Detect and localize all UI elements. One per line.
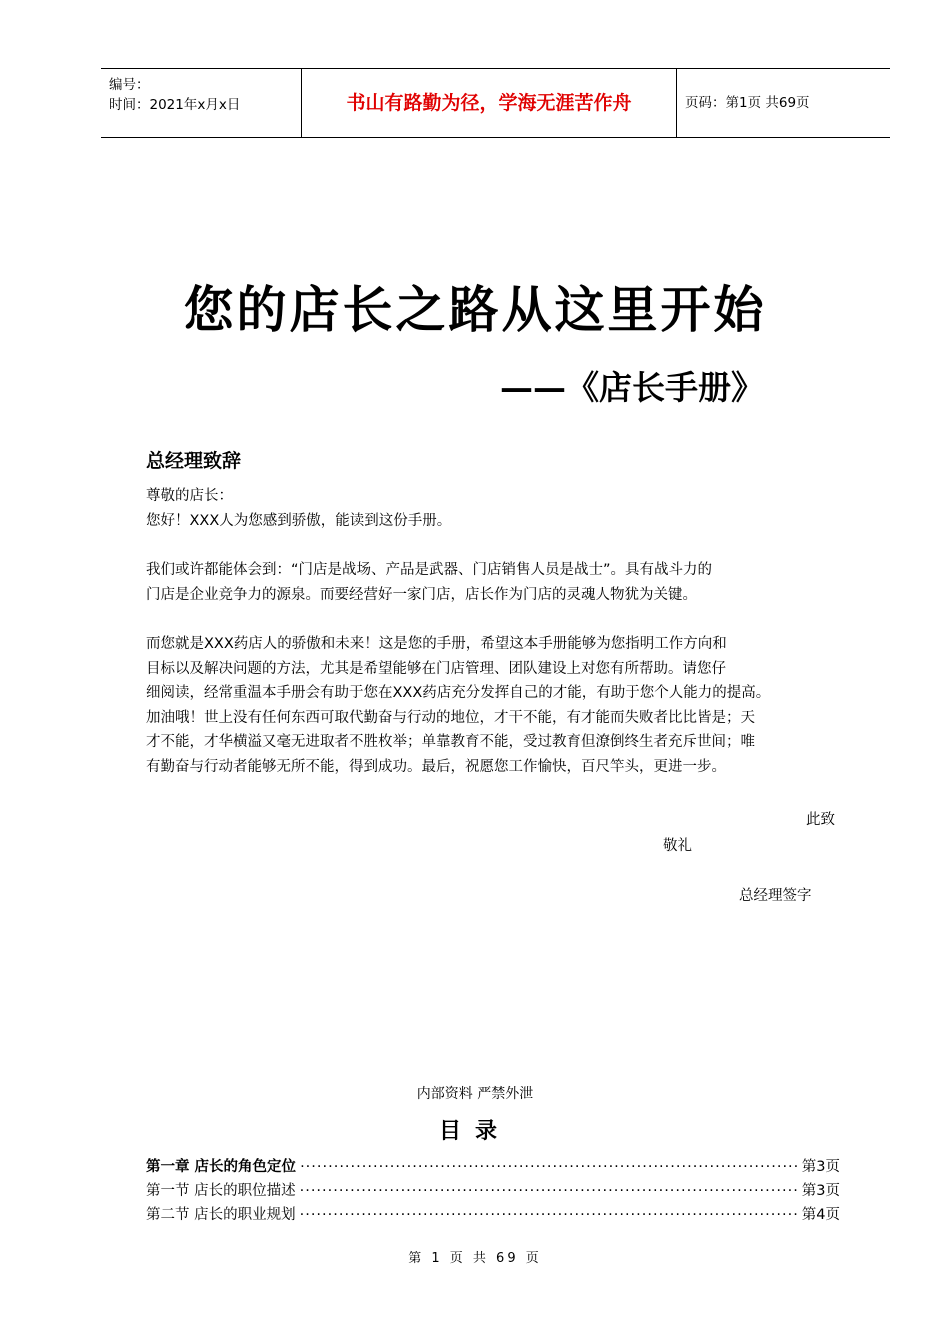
closing-line-2: 敬礼 xyxy=(663,838,692,854)
paragraph-line: 目标以及解决问题的方法，尤其是希望能够在门店管理、团队建设上对您有所帮助。请您仔 xyxy=(146,660,726,677)
toc-leader-dots xyxy=(300,1159,798,1175)
toc-entry[interactable] xyxy=(146,1203,840,1227)
toc-entry-page: 第3页 xyxy=(801,1183,840,1199)
paragraph-line: 才不能，才华横溢又毫无进取者不胜枚举；单靠教育不能，受过教育但潦倒终生者充斥世间；唯 xyxy=(146,734,755,750)
header-page-info: 页码：第1页 共69页 xyxy=(685,95,810,111)
page-footer: 第 1 页 共 69 页 xyxy=(408,1251,542,1266)
header-meta xyxy=(101,69,301,137)
closing-line-1: 此致 xyxy=(806,812,835,828)
document-number-label: 编号： xyxy=(109,77,150,93)
toc-entry-label: 第二节 店长的职业规划 xyxy=(146,1207,296,1223)
toc-leader-dots xyxy=(300,1183,798,1199)
paragraph-line: 我们或许都能体会到：“门店是战场、产品是武器、门店销售人员是战士”。具有战斗力的 xyxy=(146,562,713,578)
table-of-contents xyxy=(146,1155,840,1227)
toc-title: 目录 xyxy=(438,1119,511,1144)
paragraph-line: 有勤奋与行动者能够无所不能，得到成功。最后，祝愿您工作愉快，百尺竿头，更进一步。 xyxy=(146,758,726,775)
toc-entry[interactable] xyxy=(146,1155,840,1179)
signature-label: 总经理签字 xyxy=(739,888,812,904)
toc-leader-dots xyxy=(300,1207,798,1223)
section-heading: 总经理致辞 xyxy=(146,450,242,472)
salutation-block xyxy=(146,484,846,533)
document-date-label: 时间：2021年x月x日 xyxy=(109,97,241,113)
document-subtitle: ——《店长手册》 xyxy=(500,368,764,407)
toc-entry-label: 第一章 店长的角色定位 xyxy=(146,1159,297,1175)
toc-entry[interactable] xyxy=(146,1179,840,1203)
confidential-notice: 内部资料 严禁外泄 xyxy=(416,1086,534,1102)
paragraph-2 xyxy=(146,632,846,779)
page-header xyxy=(101,68,890,138)
greeting-line: 您好！XXX人为您感到骄傲，能读到这份手册。 xyxy=(146,512,452,529)
toc-entry-page: 第3页 xyxy=(801,1159,840,1175)
header-motto: 书山有路勤为径，学海无涯苦作舟 xyxy=(301,69,677,137)
paragraph-line: 而您就是XXX药店人的骄傲和未来！这是您的手册，希望这本手册能够为您指明工作方向和 xyxy=(146,636,727,652)
paragraph-line: 门店是企业竞争力的源泉。而要经营好一家门店，店长作为门店的灵魂人物犹为关键。 xyxy=(146,586,697,603)
paragraph-line: 细阅读，经常重温本手册会有助于您在XXX药店充分发挥自己的才能，有助于您个人能力的提高。 xyxy=(146,685,771,701)
toc-entry-page: 第4页 xyxy=(801,1207,840,1223)
paragraph-line: 加油哦！世上没有任何东西可取代勤奋与行动的地位，才干不能，有才能而失败者比比皆是；天 xyxy=(146,709,755,726)
toc-entry-label: 第一节 店长的职位描述 xyxy=(146,1183,296,1199)
document-title: 您的店长之路从这里开始 xyxy=(183,280,767,339)
salutation-line: 尊敬的店长： xyxy=(146,488,233,504)
paragraph-1 xyxy=(146,558,846,607)
